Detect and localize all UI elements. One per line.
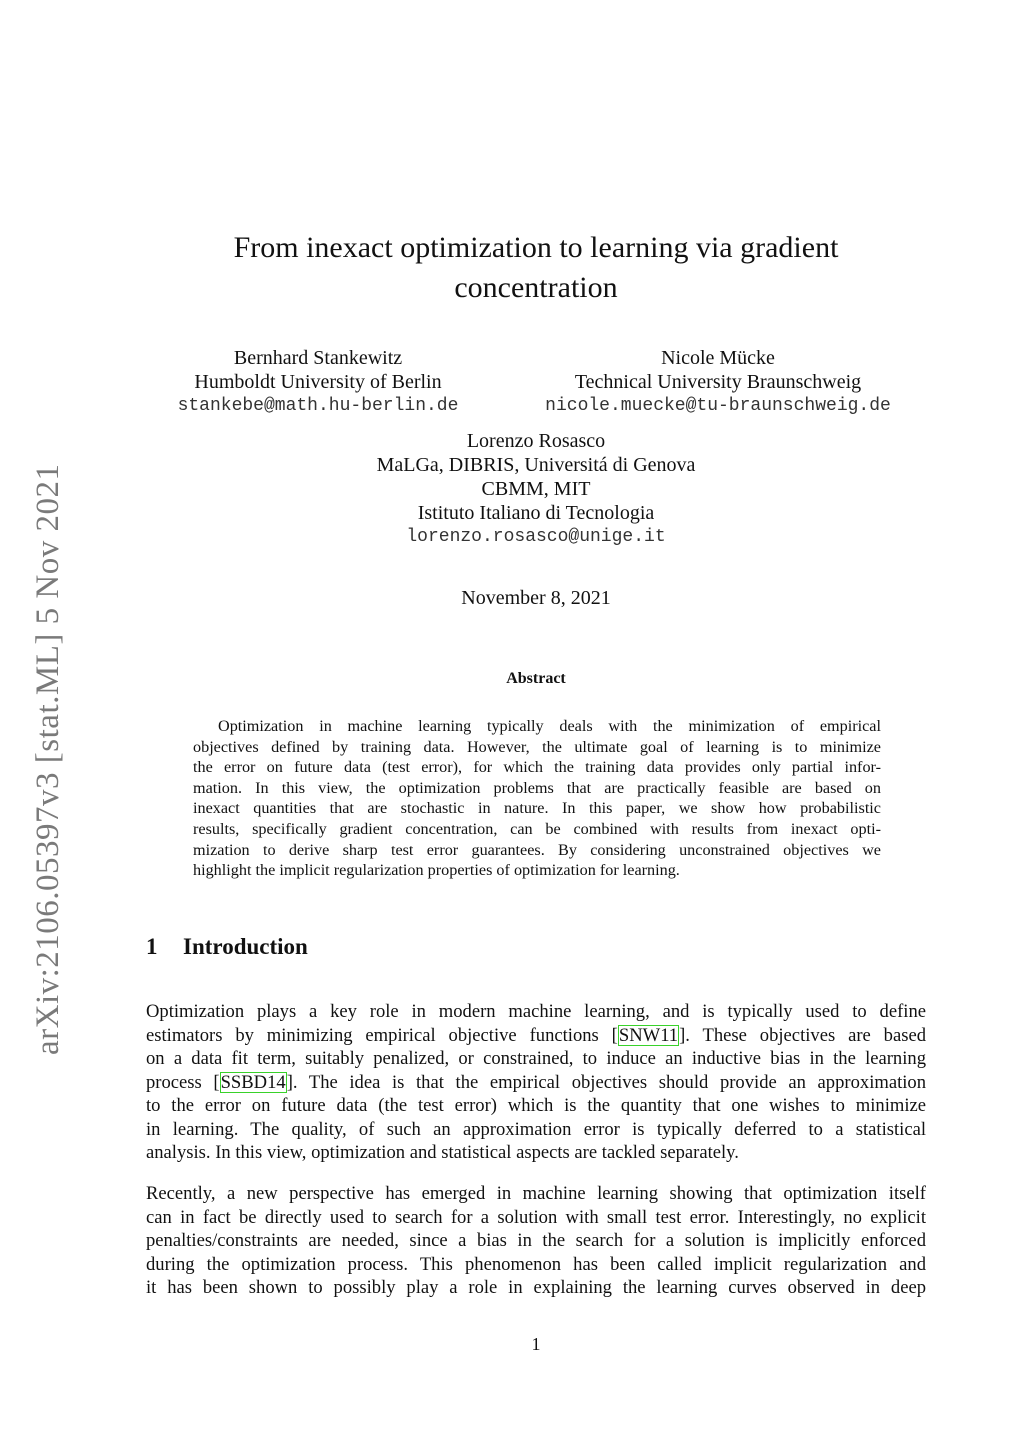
paper-title-line-1: From inexact optimization to learning via gradient bbox=[233, 231, 839, 264]
text-run: process [ bbox=[146, 1071, 220, 1093]
author-block-stankewitz bbox=[150, 346, 486, 418]
text-run: ]. The idea is that the empirical objectives should provide an approximation bbox=[286, 1071, 926, 1093]
author-block-muecke bbox=[512, 346, 924, 418]
intro-paragraph-1 bbox=[146, 1000, 926, 1165]
paper-title-line-2: concentration bbox=[454, 271, 618, 304]
text-run: estimators by minimizing empirical objective functions [ bbox=[146, 1024, 618, 1046]
section-title: Introduction bbox=[183, 934, 308, 959]
text-run: ]. These objectives are based bbox=[679, 1024, 927, 1046]
paragraph-line: penalties/constraints are needed, since a bias in the search for a solution is implicitly enforced bbox=[146, 1230, 926, 1251]
publication-date: November 8, 2021 bbox=[461, 587, 611, 609]
paragraph-line: during the optimization process. This phenomenon has been called implicit regularization and bbox=[146, 1253, 926, 1275]
author-email[interactable]: nicole.muecke@tu-braunschweig.de bbox=[545, 396, 891, 416]
abstract-line: mization to derive sharp test error guarantees. By considering unconstrained objectives we bbox=[193, 840, 881, 859]
abstract-line: the error on future data (test error), for which the training data provides only partial infor- bbox=[193, 758, 881, 777]
abstract-line: inexact quantities that are stochastic in nature. In this paper, we show how probabilistic bbox=[193, 799, 881, 818]
author-name: Bernhard Stankewitz bbox=[233, 347, 403, 369]
author-affiliation: Technical University Braunschweig bbox=[574, 371, 862, 393]
abstract-body bbox=[193, 716, 881, 881]
author-email[interactable]: lorenzo.rosasco@unige.it bbox=[406, 527, 666, 547]
abstract-line: Optimization in machine learning typically deals with the minimization of empirical bbox=[218, 717, 881, 735]
author-affiliation: MaLGa, DIBRIS, Universitá di Genova bbox=[376, 454, 696, 476]
paragraph-line: analysis. In this view, optimization and statistical aspects are tackled separately. bbox=[146, 1142, 739, 1163]
intro-paragraph-2 bbox=[146, 1182, 926, 1300]
abstract-line: highlight the implicit regularization properties of optimization for learning. bbox=[193, 861, 680, 880]
section-number: 1 bbox=[146, 934, 158, 959]
abstract-line: results, specifically gradient concentration, can be combined with results from inexact opti- bbox=[193, 819, 881, 838]
arxiv-identifier-stamp: arXiv:2106.05397v3 [stat.ML] 5 Nov 2021 bbox=[30, 463, 66, 1055]
abstract-line: mation. In this view, the optimization problems that are practically feasible are based on bbox=[193, 778, 881, 797]
paragraph-line: can in fact be directly used to search for a solution with small test error. Interestingly, no explicit bbox=[146, 1206, 926, 1228]
paper-title bbox=[180, 228, 892, 308]
paragraph-line: in learning. The quality, of such an approximation error is typically deferred to a statistical bbox=[146, 1118, 926, 1140]
author-name: Lorenzo Rosasco bbox=[466, 430, 606, 452]
paragraph-line: Recently, a new perspective has emerged in machine learning showing that optimization itself bbox=[146, 1183, 926, 1204]
paragraph-line: Optimization plays a key role in modern machine learning, and is typically used to define bbox=[146, 1001, 926, 1022]
paragraph-line: it has been shown to possibly play a role in explaining the learning curves observed in deep bbox=[146, 1277, 926, 1298]
paragraph-line bbox=[146, 1071, 926, 1095]
author-name: Nicole Mücke bbox=[661, 347, 775, 369]
paragraph-line: to the error on future data (the test error) which is the quantity that one wishes to minimize bbox=[146, 1095, 926, 1116]
paragraph-line: on a data fit term, suitably penalized, or constrained, to induce an inductive bias in the learning bbox=[146, 1048, 926, 1069]
section-heading-introduction bbox=[146, 934, 308, 960]
citation-link-ssbd14[interactable]: SSBD14 bbox=[220, 1071, 286, 1093]
author-affiliation: Istituto Italiano di Tecnologia bbox=[417, 502, 655, 524]
abstract-heading: Abstract bbox=[506, 670, 566, 687]
author-affiliation: CBMM, MIT bbox=[481, 478, 591, 500]
citation-link-snw11[interactable]: SNW11 bbox=[618, 1024, 679, 1046]
author-affiliation: Humboldt University of Berlin bbox=[194, 371, 442, 393]
page-number: 1 bbox=[531, 1334, 541, 1354]
author-email[interactable]: stankebe@math.hu-berlin.de bbox=[177, 396, 459, 416]
abstract-line: objectives defined by training data. However, the ultimate goal of learning is to minimize bbox=[193, 737, 881, 756]
paragraph-line bbox=[146, 1024, 926, 1048]
author-block-rosasco bbox=[300, 429, 772, 549]
